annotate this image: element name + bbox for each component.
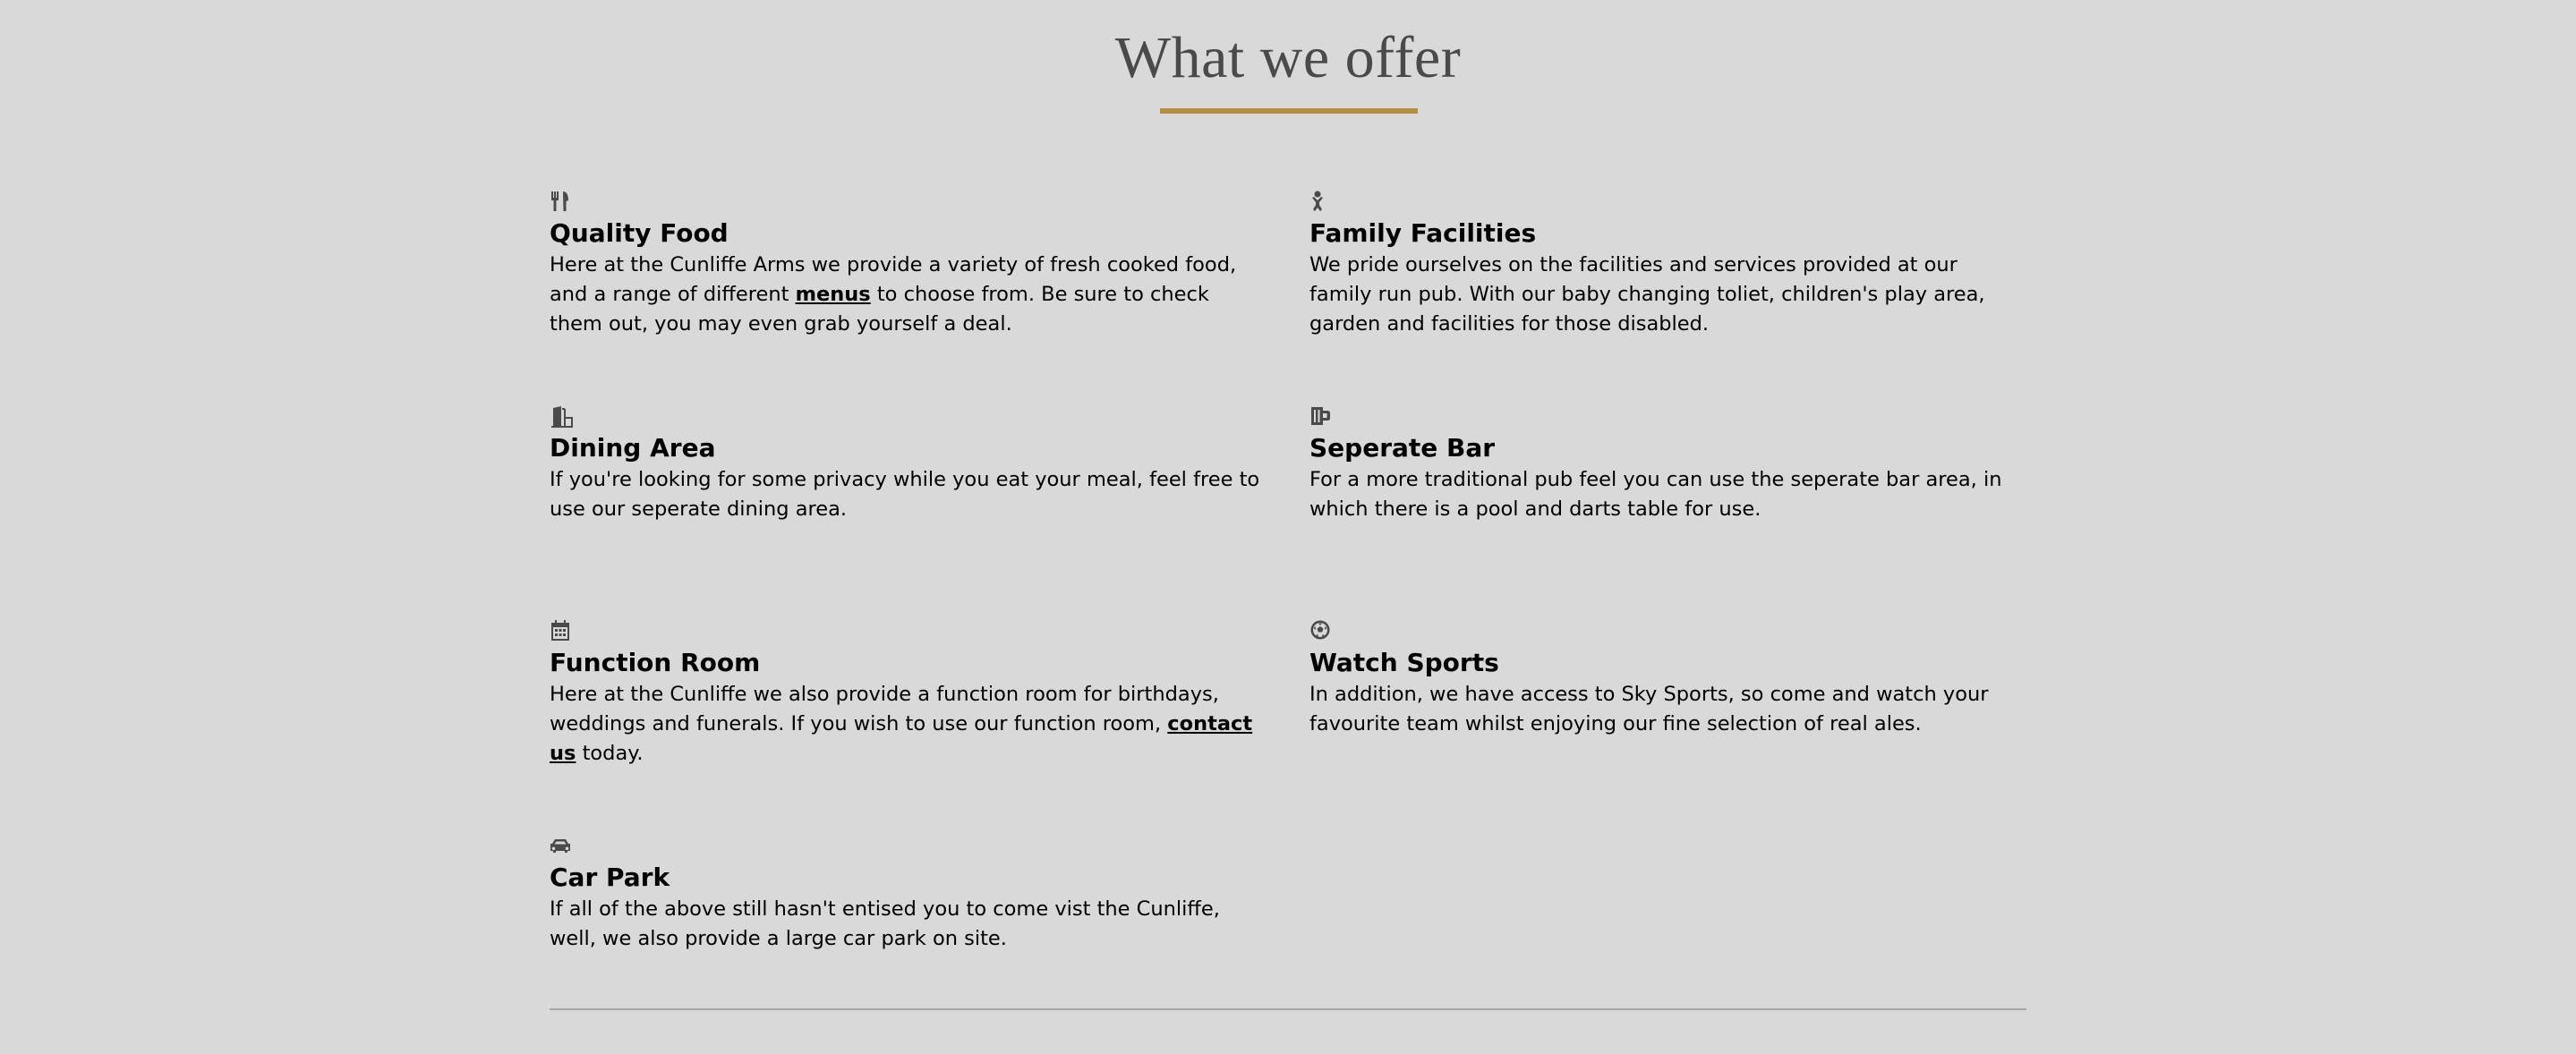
feature-function-room — [550, 619, 1266, 769]
feature-car-park — [550, 834, 1266, 954]
feature-description: If all of the above still hasn't entised you to come vist the Cunliffe, well, we also provide a large car park on site. — [550, 897, 1220, 950]
feature-dining-area — [550, 404, 1266, 524]
title-underline — [1160, 108, 1418, 114]
feature-title: Function Room — [550, 648, 761, 677]
feature-description: In addition, we have access to Sky Sports, so come and watch your favourite team whilst enjoying our fine selection of real ales. — [1309, 683, 1989, 735]
feature-title: Watch Sports — [1309, 648, 1499, 677]
feature-watch-sports — [1309, 619, 2026, 739]
feature-description: For a more traditional pub feel you can use the seperate bar area, in which there is a pool and darts table for use. — [1309, 468, 2002, 521]
section-title: What we offer — [1114, 25, 1462, 90]
car-icon — [550, 834, 573, 857]
feature-seperate-bar — [1309, 404, 2026, 524]
section-divider — [550, 1008, 2026, 1010]
feature-description: We pride ourselves on the facilities and services provided at our family run pub. With our baby changing toliet, children's play area, garden and facilities for those disabled. — [1309, 253, 1985, 336]
feature-title: Quality Food — [550, 218, 729, 248]
beer-mug-icon — [1309, 404, 1333, 428]
menus-link[interactable]: menus — [795, 283, 871, 306]
feature-description: Here at the Cunliffe Arms we provide a variety of fresh cooked food, and a range of different menus to choose from. Be sure to check them out, you may even grab yourself a deal. — [550, 253, 1237, 336]
calendar-icon — [550, 619, 573, 642]
feature-title: Car Park — [550, 863, 670, 892]
door-icon — [550, 404, 573, 428]
feature-quality-food — [550, 190, 1266, 339]
utensils-icon — [550, 190, 573, 213]
feature-title: Family Facilities — [1309, 218, 1537, 248]
child-icon — [1309, 190, 1333, 213]
feature-family-facilities — [1309, 190, 2026, 339]
feature-description: If you're looking for some privacy while you eat your meal, feel free to use our seperate dining area. — [550, 468, 1260, 521]
contact-us-link[interactable]: contact us — [550, 712, 1253, 765]
feature-title: Dining Area — [550, 433, 716, 463]
feature-title: Seperate Bar — [1309, 433, 1496, 463]
football-icon — [1309, 619, 1333, 642]
feature-description: Here at the Cunliffe we also provide a function room for birthdays, weddings and funerals. If you wish to use our function room, contact us today. — [550, 683, 1253, 765]
